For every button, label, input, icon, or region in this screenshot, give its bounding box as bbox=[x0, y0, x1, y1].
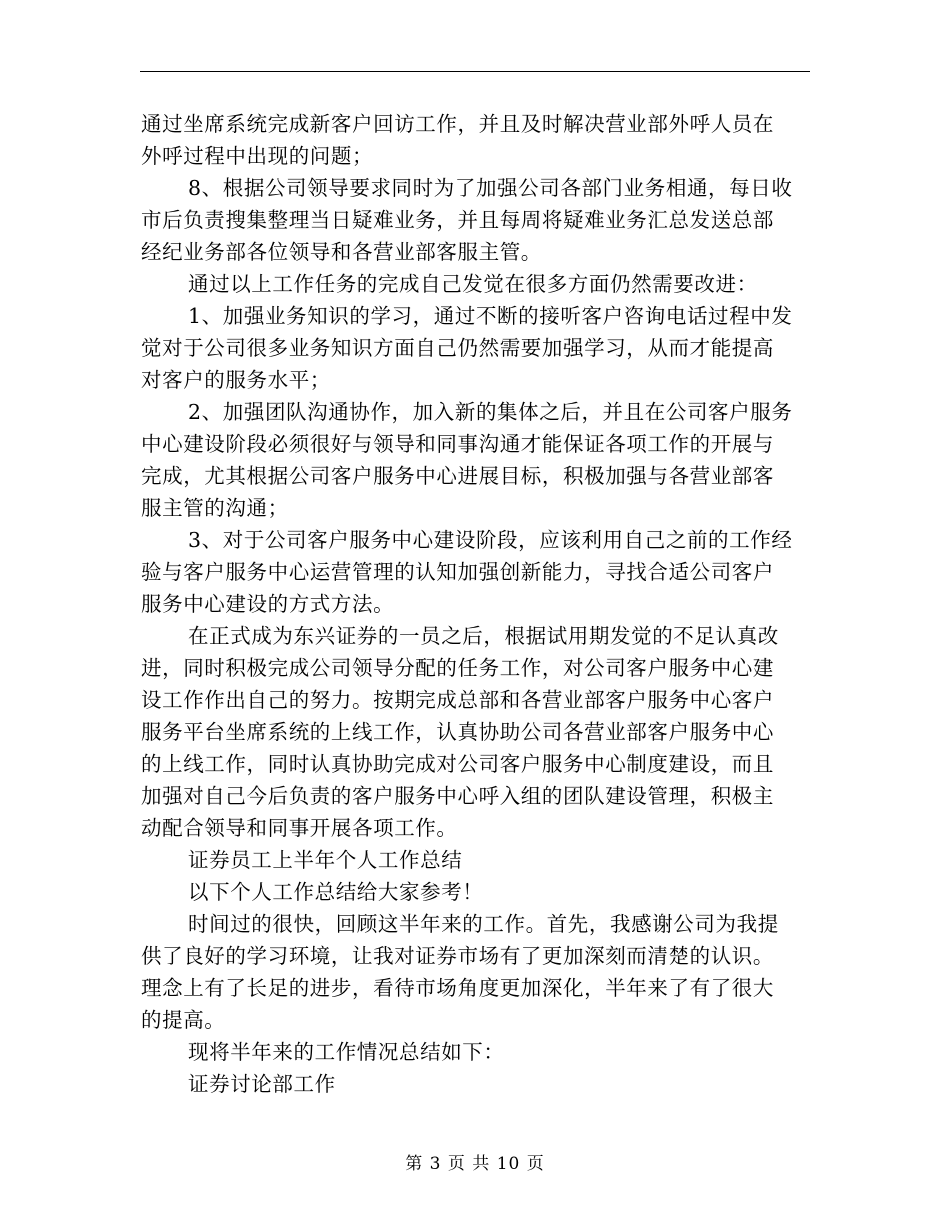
text-line: 进，同时积极完成公司领导分配的任务工作，对公司客户服务中心建 bbox=[141, 656, 774, 680]
text-line: 经纪业务部各位领导和各营业部客服主管。 bbox=[141, 240, 542, 264]
text-line: 服主管的沟通； bbox=[141, 496, 289, 520]
text-line: 对客户的服务水平； bbox=[141, 368, 331, 392]
document-body bbox=[141, 108, 813, 1100]
text-line: 完成，尤其根据公司客户服务中心进展目标，积极加强与各营业部客 bbox=[141, 464, 774, 488]
text-line: 市后负责搜集整理当日疑难业务，并且每周将疑难业务汇总发送总部 bbox=[141, 208, 774, 232]
text-line: 通过以上工作任务的完成自己发觉在很多方面仍然需要改进： bbox=[188, 272, 758, 296]
text-line: 动配合领导和同事开展各项工作。 bbox=[141, 816, 458, 840]
text-line: 2、加强团队沟通协作，加入新的集体之后，并且在公司客户服务 bbox=[188, 400, 793, 424]
text-line: 设工作作出自己的努力。按期完成总部和各营业部客户服务中心客户 bbox=[141, 688, 774, 712]
text-line: 加强对自己今后负责的客户服务中心呼入组的团队建设管理，积极主 bbox=[141, 784, 774, 808]
text-line: 理念上有了长足的进步，看待市场角度更加深化，半年来了有了很大 bbox=[141, 976, 774, 1000]
text-line: 时间过的很快，回顾这半年来的工作。首先，我感谢公司为我提 bbox=[188, 912, 779, 936]
header-rule bbox=[140, 71, 810, 72]
text-line: 服务中心建设的方式方法。 bbox=[141, 592, 395, 616]
subsection-title: 证券讨论部工作 bbox=[188, 1072, 336, 1096]
page-number: 第 3 页 共 10 页 bbox=[405, 1154, 545, 1174]
text-line: 3、对于公司客户服务中心建设阶段，应该利用自己之前的工作经 bbox=[188, 528, 793, 552]
text-line: 验与客户服务中心运营管理的认知加强创新能力，寻找合适公司客户 bbox=[141, 560, 774, 584]
text-line: 外呼过程中出现的问题； bbox=[141, 144, 374, 168]
text-line: 服务平台坐席系统的上线工作，认真协助公司各营业部客户服务中心 bbox=[141, 720, 774, 744]
text-line: 在正式成为东兴证券的一员之后，根据试用期发觉的不足认真改 bbox=[188, 624, 779, 648]
text-line: 觉对于公司很多业务知识方面自己仍然需要加强学习，从而才能提高 bbox=[141, 336, 774, 360]
text-line: 以下个人工作总结给大家参考！ bbox=[188, 880, 484, 904]
text-line: 中心建设阶段必须很好与领导和同事沟通才能保证各项工作的开展与 bbox=[141, 432, 774, 456]
section-title: 证券员工上半年个人工作总结 bbox=[188, 848, 463, 872]
text-line: 1、加强业务知识的学习，通过不断的接听客户咨询电话过程中发 bbox=[188, 304, 793, 328]
text-line: 供了良好的学习环境，让我对证券市场有了更加深刻而清楚的认识。 bbox=[141, 944, 774, 968]
text-line: 通过坐席系统完成新客户回访工作，并且及时解决营业部外呼人员在 bbox=[141, 112, 774, 136]
text-line: 8、根据公司领导要求同时为了加强公司各部门业务相通，每日收 bbox=[188, 176, 793, 200]
text-line: 的上线工作，同时认真协助完成对公司客户服务中心制度建设，而且 bbox=[141, 752, 774, 776]
text-line: 的提高。 bbox=[141, 1008, 226, 1032]
text-line: 现将半年来的工作情况总结如下： bbox=[188, 1040, 505, 1064]
